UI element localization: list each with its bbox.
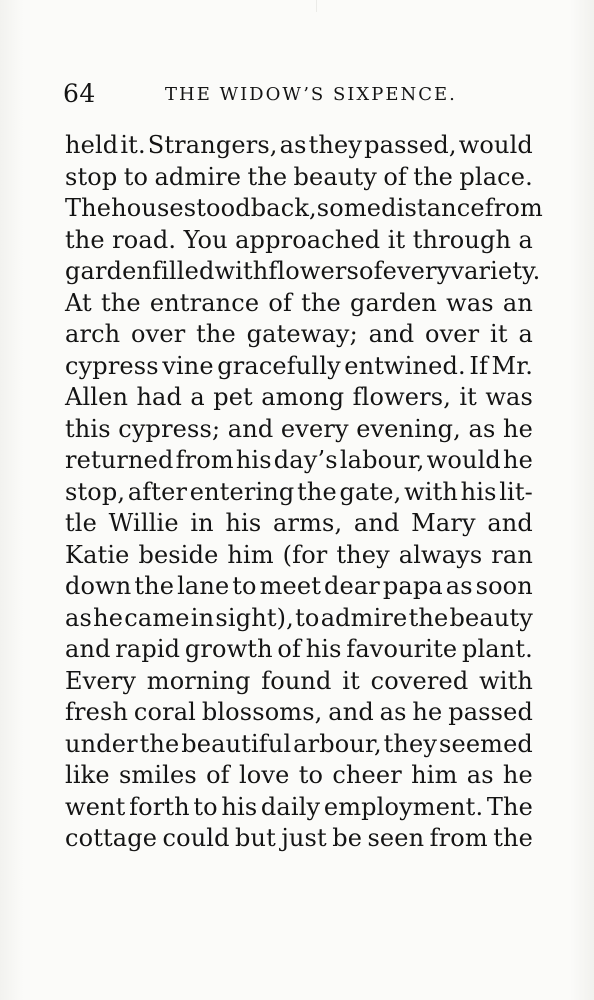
- text-line: [65, 729, 533, 761]
- word: distance: [381, 194, 485, 222]
- word: garden: [65, 257, 153, 285]
- word: he: [93, 603, 124, 632]
- word: from: [429, 824, 488, 852]
- text-line: [65, 414, 533, 446]
- word: Every: [65, 666, 137, 695]
- word: through: [412, 225, 512, 254]
- word: a: [190, 383, 205, 411]
- word: garden: [349, 288, 438, 317]
- word: his: [221, 792, 258, 821]
- word: the: [413, 162, 454, 191]
- word: smiles: [118, 761, 197, 789]
- text-line: [65, 508, 533, 540]
- word: The: [65, 194, 112, 222]
- word: among: [261, 383, 345, 411]
- word: Willie: [108, 509, 179, 537]
- word: love: [238, 761, 290, 789]
- text-line: [65, 351, 533, 383]
- word: to: [123, 162, 149, 191]
- word: after: [127, 477, 188, 506]
- word: meet: [259, 572, 322, 600]
- text-line: [65, 760, 533, 792]
- word: and: [487, 509, 533, 537]
- word: found: [261, 666, 332, 695]
- word: gracefully: [217, 351, 341, 380]
- word: came: [124, 603, 190, 632]
- word: had: [136, 383, 183, 411]
- word: the: [247, 162, 288, 191]
- word: to: [295, 603, 320, 632]
- word: from: [175, 446, 234, 474]
- word: every: [382, 257, 451, 285]
- word: back,: [250, 194, 317, 222]
- word: it: [459, 383, 477, 411]
- word: lane: [177, 572, 230, 600]
- word: ran: [491, 540, 533, 569]
- word: (for: [282, 540, 328, 569]
- word: stood: [183, 194, 251, 222]
- word: him: [411, 761, 458, 789]
- word: At: [65, 288, 92, 317]
- word: seemed: [439, 729, 533, 758]
- word: beauty: [449, 603, 533, 632]
- word: the: [65, 225, 105, 254]
- paper-ink-mark: [316, 0, 317, 12]
- word: tle: [65, 509, 97, 537]
- word: to: [298, 761, 324, 789]
- word: from: [484, 194, 543, 222]
- word: under: [65, 729, 138, 758]
- word: would: [458, 131, 533, 159]
- word: soon: [475, 572, 533, 600]
- word: he: [503, 446, 533, 474]
- word: and: [353, 509, 400, 537]
- word: he: [502, 414, 533, 443]
- word: flowers: [268, 257, 359, 285]
- word: morning: [146, 666, 251, 695]
- word: Mary: [411, 509, 476, 537]
- word: cypress;: [118, 414, 221, 443]
- word: entrance: [149, 288, 260, 317]
- word: held: [65, 131, 119, 159]
- word: as: [468, 414, 496, 443]
- word: this: [65, 414, 111, 443]
- word: with: [479, 666, 533, 695]
- text-line: [65, 445, 533, 477]
- word: beautiful: [181, 729, 292, 758]
- word: fresh: [65, 698, 129, 726]
- word: went: [65, 792, 126, 821]
- word: gateway;: [246, 320, 358, 348]
- word: over: [131, 320, 186, 348]
- text-line: [65, 130, 533, 162]
- word: approached: [235, 225, 381, 254]
- word: entwined.: [344, 351, 466, 380]
- text-line: [65, 256, 541, 288]
- word: plant.: [461, 635, 533, 663]
- word: of: [268, 288, 292, 317]
- text-line: [65, 382, 533, 414]
- word: a: [518, 225, 533, 254]
- text-line: [65, 571, 533, 603]
- text-line: [65, 288, 533, 320]
- word: the: [100, 288, 141, 317]
- word: as: [445, 572, 473, 600]
- text-line: [65, 697, 533, 729]
- word: they: [336, 540, 390, 569]
- word: beside: [138, 540, 219, 569]
- page-number: 64: [63, 79, 96, 108]
- word: just: [281, 824, 327, 852]
- word: cypress: [65, 351, 159, 380]
- text-line: [65, 792, 533, 824]
- word: lit-: [499, 477, 533, 506]
- word: in: [190, 603, 215, 632]
- word: his: [235, 446, 272, 474]
- word: with: [214, 257, 269, 285]
- word: it: [342, 666, 360, 695]
- word: the: [301, 288, 341, 317]
- word: labour,: [339, 446, 425, 474]
- text-line: [65, 634, 533, 666]
- word: Mr.: [491, 351, 533, 380]
- word: gate,: [339, 477, 402, 506]
- word: they: [308, 131, 363, 159]
- word: was: [446, 288, 494, 317]
- word: vine: [162, 351, 214, 380]
- word: some: [316, 194, 382, 222]
- text-line: [65, 603, 533, 635]
- word: he: [412, 698, 443, 726]
- word: of: [206, 761, 230, 789]
- word: Strangers,: [147, 131, 278, 159]
- word: seen: [367, 824, 425, 852]
- word: it: [490, 320, 508, 348]
- word: as: [65, 603, 92, 632]
- word: and: [227, 414, 274, 443]
- word: the: [196, 320, 236, 348]
- page-header: [63, 76, 533, 112]
- word: of: [358, 257, 383, 285]
- word: but: [235, 824, 276, 852]
- word: a: [518, 320, 533, 348]
- word: papa: [382, 572, 443, 600]
- word: favourite: [346, 635, 458, 663]
- word: sight),: [215, 603, 294, 632]
- word: the: [493, 824, 533, 852]
- word: coral: [133, 698, 197, 726]
- word: returned: [65, 446, 174, 474]
- word: his: [225, 509, 262, 537]
- word: as: [279, 131, 307, 159]
- word: the: [297, 477, 337, 506]
- word: arbour,: [293, 729, 382, 758]
- word: he: [502, 761, 533, 789]
- word: could: [162, 824, 230, 852]
- text-line: [65, 477, 533, 509]
- text-line: [65, 162, 533, 194]
- word: and: [368, 320, 415, 348]
- word: every: [280, 414, 349, 443]
- body-text: [65, 130, 543, 855]
- word: to: [232, 572, 257, 600]
- word: evening,: [356, 414, 461, 443]
- word: admire: [320, 603, 408, 632]
- word: blossoms,: [201, 698, 323, 726]
- word: arms,: [273, 509, 343, 537]
- word: of: [277, 635, 302, 663]
- word: and: [65, 635, 111, 663]
- word: it: [387, 225, 406, 254]
- word: as: [379, 698, 407, 726]
- word: arch: [65, 320, 121, 348]
- word: the: [139, 729, 180, 758]
- word: house: [111, 194, 184, 222]
- word: his: [305, 635, 342, 663]
- word: of: [383, 162, 407, 191]
- word: and: [328, 698, 374, 726]
- word: like: [65, 761, 110, 789]
- word: place.: [459, 162, 533, 191]
- word: filled: [152, 257, 215, 285]
- text-line: [65, 823, 533, 855]
- text-line: [65, 193, 543, 225]
- word: forth: [129, 792, 190, 821]
- word: variety.: [450, 257, 541, 285]
- word: rapid: [115, 635, 181, 663]
- word: beauty: [293, 162, 377, 191]
- word: covered: [370, 666, 469, 695]
- word: the: [408, 603, 449, 632]
- word: passed,: [364, 131, 457, 159]
- word: it.: [120, 131, 146, 159]
- word: be: [332, 824, 363, 852]
- word: stop,: [65, 477, 126, 506]
- word: If: [469, 351, 488, 380]
- word: entering: [189, 477, 295, 506]
- word: would: [426, 446, 501, 474]
- word: with: [404, 477, 458, 506]
- word: as: [466, 761, 494, 789]
- word: flowers,: [352, 383, 452, 411]
- word: to: [193, 792, 218, 821]
- running-head: THE WIDOW’S SIXPENCE.: [165, 84, 457, 105]
- text-line: [65, 540, 533, 572]
- word: The: [486, 792, 533, 821]
- word: road.: [112, 225, 177, 254]
- word: the: [134, 572, 175, 600]
- text-line: [65, 225, 533, 257]
- text-line: [65, 666, 533, 698]
- word: dear: [323, 572, 380, 600]
- text-line: [65, 319, 533, 351]
- word: Katie: [65, 540, 130, 569]
- word: down: [65, 572, 132, 600]
- word: admire: [154, 162, 242, 191]
- word: always: [398, 540, 483, 569]
- word: pet: [213, 383, 253, 411]
- word: Allen: [65, 383, 129, 411]
- word: they: [383, 729, 438, 758]
- word: employment.: [323, 792, 484, 821]
- word: passed: [448, 698, 533, 726]
- word: was: [485, 383, 533, 411]
- word: over: [424, 320, 480, 348]
- word: in: [190, 509, 214, 537]
- word: stop: [65, 162, 118, 191]
- word: cheer: [332, 761, 402, 789]
- word: an: [502, 288, 533, 317]
- word: You: [183, 225, 228, 254]
- word: daily: [260, 792, 321, 821]
- word: him: [227, 540, 274, 569]
- word: cottage: [65, 824, 158, 852]
- word: his: [460, 477, 497, 506]
- word: growth: [184, 635, 273, 663]
- word: day’s: [273, 446, 338, 474]
